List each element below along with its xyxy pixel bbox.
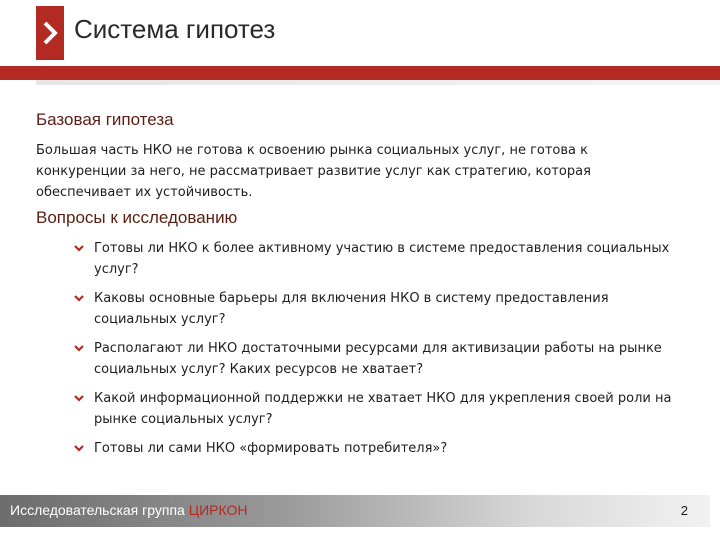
logo-badge [36,6,64,60]
research-questions-list [74,238,684,467]
footer-bar [0,495,710,527]
base-hypothesis-text: Большая часть НКО не готова к освоению рынка социальных услуг, не готова к конкуренции за него, не рассматривает развитие услуг как стратегию, которая обеспечивает их устойчивость. [36,143,591,200]
footer-brand: ЦИРКОН [188,502,248,518]
bullet-chevron-icon [74,343,84,353]
bullet-chevron-icon [74,443,84,453]
list-item [74,338,684,380]
list-item [74,288,684,330]
section-heading-research-questions: Вопросы к исследованию [36,208,238,227]
question-text: Каковы основные барьеры для включения НКО в систему предоставления социальных услуг? [94,291,609,327]
footer-organization [10,502,248,518]
question-text: Какой информационной поддержки не хватает НКО для укрепления своей роли на рынке социальных услуг? [94,391,672,427]
bullet-chevron-icon [74,243,84,253]
question-text: Располагают ли НКО достаточными ресурсами для активизации работы на рынке социальных услуг? Каких ресурсов не хватает? [94,341,662,377]
list-item [74,388,684,430]
bullet-chevron-icon [74,393,84,403]
question-text: Готовы ли сами НКО «формировать потребителя»? [94,441,448,456]
header-divider [0,66,720,80]
chevron-right-icon [41,20,59,46]
footer-org-prefix: Исследовательская группа [10,502,189,518]
section-heading-base-hypothesis: Базовая гипотеза [36,110,174,129]
header-shadow [36,80,720,85]
question-text: Готовы ли НКО к более активному участию в системе предоставления социальных услуг? [94,241,670,277]
list-item [74,238,684,280]
page-title: Система гипотез [74,14,276,44]
list-item [74,438,684,459]
page-number: 2 [680,503,688,518]
bullet-chevron-icon [74,293,84,303]
